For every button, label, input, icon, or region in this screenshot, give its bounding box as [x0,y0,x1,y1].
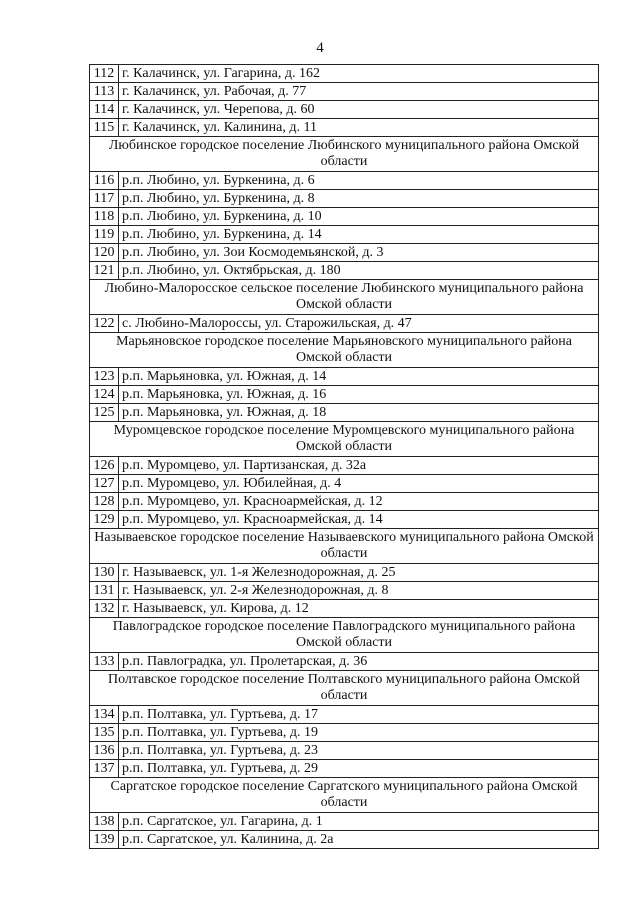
table-row [90,582,599,600]
row-address: р.п. Любино, ул. Буркенина, д. 10 [119,208,599,226]
row-address: р.п. Полтавка, ул. Гуртьева, д. 23 [119,742,599,760]
address-table [89,64,599,849]
row-address: р.п. Павлоградка, ул. Пролетарская, д. 36 [119,653,599,671]
table-row [90,315,599,333]
table-row [90,208,599,226]
row-number: 119 [90,226,119,244]
table-row [90,457,599,475]
row-address: р.п. Любино, ул. Буркенина, д. 14 [119,226,599,244]
table-row [90,564,599,582]
row-number: 115 [90,119,119,137]
table-row [90,706,599,724]
row-number: 127 [90,475,119,493]
row-number: 118 [90,208,119,226]
row-number: 138 [90,813,119,831]
row-address: р.п. Саргатское, ул. Гагарина, д. 1 [119,813,599,831]
row-address: р.п. Любино, ул. Буркенина, д. 8 [119,190,599,208]
row-number: 117 [90,190,119,208]
table-row [90,226,599,244]
row-address: р.п. Любино, ул. Зои Космодемьянской, д. 3 [119,244,599,262]
table-row [90,813,599,831]
row-number: 123 [90,368,119,386]
table-row [90,190,599,208]
table-row [90,262,599,280]
row-address: г. Называевск, ул. Кирова, д. 12 [119,600,599,618]
settlement-header: Называевское городское поселение Называевского муниципального района Омской области [90,529,599,564]
settlement-header-row [90,137,599,172]
row-address: р.п. Марьяновка, ул. Южная, д. 14 [119,368,599,386]
table-row [90,368,599,386]
row-number: 129 [90,511,119,529]
settlement-header-row [90,618,599,653]
row-number: 132 [90,600,119,618]
settlement-header: Полтавское городское поселение Полтавского муниципального района Омской области [90,671,599,706]
row-number: 113 [90,83,119,101]
settlement-header-row [90,778,599,813]
settlement-header: Любинское городское поселение Любинского муниципального района Омской области [90,137,599,172]
row-number: 125 [90,404,119,422]
row-address: р.п. Муромцево, ул. Партизанская, д. 32а [119,457,599,475]
row-address: г. Называевск, ул. 2-я Железнодорожная, д. 8 [119,582,599,600]
row-number: 136 [90,742,119,760]
row-number: 130 [90,564,119,582]
table-row [90,511,599,529]
row-address: с. Любино-Малороссы, ул. Старожильская, д. 47 [119,315,599,333]
table-row [90,172,599,190]
row-address: г. Калачинск, ул. Рабочая, д. 77 [119,83,599,101]
row-address: р.п. Полтавка, ул. Гуртьева, д. 29 [119,760,599,778]
settlement-header-row [90,529,599,564]
table-row [90,742,599,760]
page-number: 4 [316,40,324,56]
table-row [90,653,599,671]
table-row [90,475,599,493]
row-number: 137 [90,760,119,778]
table-row [90,119,599,137]
table-row [90,493,599,511]
row-address: г. Калачинск, ул. Черепова, д. 60 [119,101,599,119]
row-number: 128 [90,493,119,511]
row-address: г. Называевск, ул. 1-я Железнодорожная, д. 25 [119,564,599,582]
table-row [90,760,599,778]
table-row [90,386,599,404]
row-address: г. Калачинск, ул. Гагарина, д. 162 [119,65,599,83]
address-table-body [90,65,599,849]
row-number: 133 [90,653,119,671]
settlement-header-row [90,422,599,457]
row-number: 112 [90,65,119,83]
row-number: 121 [90,262,119,280]
row-number: 114 [90,101,119,119]
table-row [90,244,599,262]
settlement-header-row [90,671,599,706]
settlement-header: Муромцевское городское поселение Муромцевского муниципального района Омской области [90,422,599,457]
row-address: р.п. Марьяновка, ул. Южная, д. 18 [119,404,599,422]
table-row [90,65,599,83]
row-address: р.п. Муромцево, ул. Красноармейская, д. 12 [119,493,599,511]
row-number: 116 [90,172,119,190]
settlement-header: Саргатское городское поселение Саргатского муниципального района Омской области [90,778,599,813]
table-row [90,101,599,119]
settlement-header: Павлоградское городское поселение Павлоградского муниципального района Омской области [90,618,599,653]
settlement-header: Любино-Малоросское сельское поселение Любинского муниципального района Омской области [90,280,599,315]
row-address: р.п. Саргатское, ул. Калинина, д. 2а [119,831,599,849]
row-number: 120 [90,244,119,262]
row-address: р.п. Любино, ул. Буркенина, д. 6 [119,172,599,190]
row-number: 122 [90,315,119,333]
row-address: р.п. Полтавка, ул. Гуртьева, д. 17 [119,706,599,724]
table-row [90,724,599,742]
row-address: г. Калачинск, ул. Калинина, д. 11 [119,119,599,137]
row-number: 134 [90,706,119,724]
row-number: 135 [90,724,119,742]
row-number: 139 [90,831,119,849]
table-row [90,600,599,618]
row-address: р.п. Любино, ул. Октябрьская, д. 180 [119,262,599,280]
row-address: р.п. Марьяновка, ул. Южная, д. 16 [119,386,599,404]
settlement-header-row [90,333,599,368]
settlement-header: Марьяновское городское поселение Марьяновского муниципального района Омской области [90,333,599,368]
row-address: р.п. Муромцево, ул. Красноармейская, д. 14 [119,511,599,529]
row-address: р.п. Полтавка, ул. Гуртьева, д. 19 [119,724,599,742]
table-row [90,83,599,101]
row-number: 124 [90,386,119,404]
row-address: р.п. Муромцево, ул. Юбилейная, д. 4 [119,475,599,493]
table-row [90,831,599,849]
row-number: 126 [90,457,119,475]
table-row [90,404,599,422]
row-number: 131 [90,582,119,600]
settlement-header-row [90,280,599,315]
